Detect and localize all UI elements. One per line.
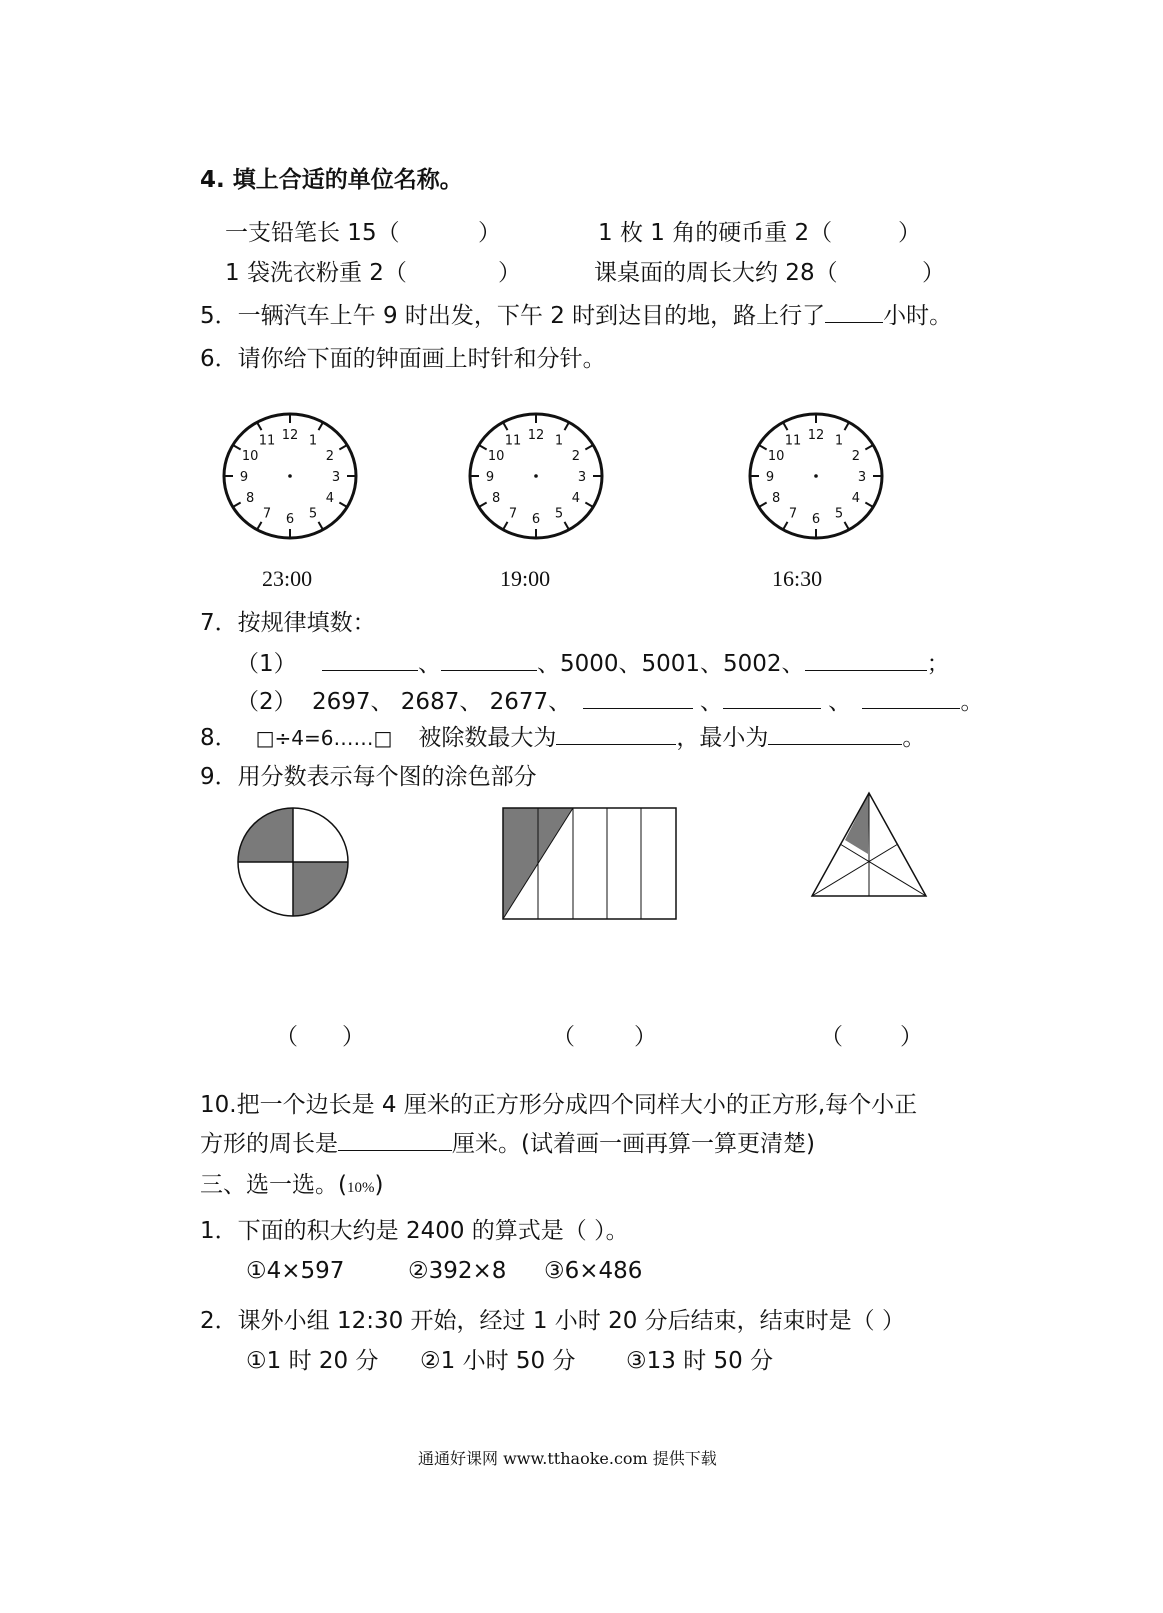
q4-paren-close: ） (898, 220, 921, 246)
clock-number: 4 (325, 491, 334, 506)
q4-item-detergent: 1 袋洗衣粉重 2（ (225, 260, 407, 286)
q9-answer-paren-close-1: ） (342, 1024, 365, 1050)
clock-tick (234, 503, 241, 507)
clock-number: 4 (851, 491, 860, 506)
q4-item-desk: 课桌面的周长大约 28（ (594, 260, 838, 286)
q7-row2-end: 。 (960, 689, 984, 715)
q7-row2-sequence: 2697、 2687、 2677、 (311, 689, 572, 715)
clock-number: 12 (527, 428, 545, 443)
q7-row-2 (236, 686, 983, 717)
q9-title: 9．用分数表示每个图的涂色部分 (200, 764, 537, 790)
q5-text: 5．一辆汽车上午 9 时出发，下午 2 时到达目的地，路上行了 (200, 303, 826, 329)
q8-expression: □÷4=6……□ (255, 726, 393, 750)
clock-number: 5 (308, 506, 318, 522)
clock-tick (865, 503, 872, 507)
clock-number: 2 (571, 449, 580, 464)
clock-tick (585, 503, 592, 507)
clock-number: 1 (308, 433, 318, 449)
triangle-shaded-part (845, 793, 869, 854)
clock-number: 7 (262, 506, 272, 522)
clock-dial (470, 414, 602, 538)
q5-unit: 小时。 (883, 303, 953, 329)
clock-center-dot (814, 474, 818, 478)
clock-number: 11 (504, 433, 522, 449)
q8-max-blank[interactable] (556, 722, 676, 745)
clock-number: 4 (571, 491, 580, 506)
clock-number: 3 (857, 470, 867, 485)
choice-1-option-1[interactable]: ①4×597 (246, 1258, 345, 1284)
section-3-close: ) (374, 1172, 384, 1198)
fraction-figure-circle (234, 805, 354, 921)
q8-min-blank[interactable] (768, 722, 902, 745)
clock-dial (224, 414, 356, 538)
clock-tick (258, 423, 262, 430)
q8-end: 。 (902, 725, 926, 751)
q7-row2-sep-2: 、 (828, 689, 852, 715)
clock-number: 1 (834, 433, 844, 449)
clock-tick (760, 503, 767, 507)
clock-number: 10 (487, 449, 505, 464)
clock-face-2[interactable] (464, 406, 614, 546)
q4-paren-close: ） (498, 260, 521, 286)
clock-time-label-1: 23:00 (262, 566, 313, 591)
clock-tick (784, 522, 788, 529)
clock-number: 10 (767, 449, 785, 464)
clock-tick (845, 423, 849, 430)
choice-2-option-1[interactable]: ①1 时 20 分 (246, 1348, 379, 1374)
clock-face-3[interactable] (744, 406, 894, 546)
clock-number: 11 (784, 433, 802, 449)
clock-number: 9 (239, 470, 249, 485)
clock-number: 6 (285, 512, 295, 527)
section-3-title (200, 1170, 383, 1203)
clock-tick (504, 522, 508, 529)
clock-tick (504, 423, 508, 430)
q10-answer-blank[interactable] (338, 1128, 452, 1151)
choice-1-option-3[interactable]: ③6×486 (544, 1258, 643, 1284)
choice-2-question: 2．课外小组 12:30 开始，经过 1 小时 20 分后结束，结束时是（ ） (200, 1308, 905, 1334)
fraction-figure-triangle (808, 788, 932, 900)
q9-answer-paren-open-3: （ (820, 1024, 843, 1050)
q10-line-2 (200, 1128, 815, 1159)
fraction-figure-rectangle (498, 804, 682, 922)
clock-tick (258, 522, 262, 529)
choice-1-option-2[interactable]: ②392×8 (408, 1258, 507, 1284)
clock-number: 6 (531, 512, 541, 527)
clock-tick (565, 423, 569, 430)
clock-center-dot (534, 474, 538, 478)
section-3-percent: 10% (346, 1180, 375, 1196)
page-footer: 通通好课网 www.tthaoke.com 提供下载 (418, 1449, 717, 1468)
clock-number: 3 (577, 470, 587, 485)
q7-row2-blank-1[interactable] (583, 686, 693, 709)
clock-number: 7 (788, 506, 798, 522)
clock-tick (585, 446, 592, 450)
q7-row1-blank-3[interactable] (805, 648, 927, 671)
q7-row1-end: ； (926, 651, 950, 677)
section-3-heading: 三、选一选。( (200, 1172, 347, 1198)
q7-row1-blank-1[interactable] (322, 648, 418, 671)
clock-tick (845, 522, 849, 529)
q8-text-max: 被除数最大为 (418, 725, 557, 751)
clock-number: 5 (834, 506, 844, 522)
q7-row1-sequence: 、5000、5001、5002、 (536, 651, 805, 677)
clock-time-label-2: 19:00 (500, 566, 551, 591)
circle-shaded-quarter-2 (293, 862, 348, 916)
q7-row2-blank-2[interactable] (723, 686, 821, 709)
q4-item-pencil: 一支铅笔长 15（ (225, 220, 400, 246)
q9-answer-paren-open-1: （ (275, 1024, 298, 1050)
clock-tick (480, 503, 487, 507)
clock-number: 2 (325, 449, 334, 464)
choice-1-question: 1．下面的积大约是 2400 的算式是（ ）。 (200, 1218, 629, 1244)
clock-number: 12 (281, 428, 299, 443)
clock-number: 7 (508, 506, 518, 522)
q4-paren-close: ） (922, 260, 945, 286)
clock-tick (234, 446, 241, 450)
q7-row2-blank-3[interactable] (862, 686, 960, 709)
clock-tick (865, 446, 872, 450)
q8-number: 8． (200, 725, 238, 751)
q4-item-coin: 1 枚 1 角的硬币重 2（ (598, 220, 833, 246)
clock-time-label-3: 16:30 (772, 566, 823, 591)
q7-row1-blank-2[interactable] (441, 648, 537, 671)
q7-row2-sep-1: 、 (699, 689, 723, 715)
choice-2-option-2[interactable]: ②1 小时 50 分 (420, 1348, 576, 1374)
q4-title: 4. 填上合适的单位名称。 (200, 167, 463, 193)
clock-number: 5 (554, 506, 564, 522)
clock-tick (339, 503, 346, 507)
q10-line-1: 10.把一个边长是 4 厘米的正方形分成四个同样大小的正方形,每个小正 (200, 1092, 918, 1118)
clock-number: 8 (772, 491, 781, 506)
q7-row-1 (236, 648, 950, 679)
clock-center-dot (288, 474, 292, 478)
clock-number: 9 (765, 470, 775, 485)
q8-question (200, 722, 925, 753)
q6-title: 6．请你给下面的钟面画上时针和分针。 (200, 346, 606, 372)
q7-row1-sep: 、 (417, 651, 441, 677)
clock-tick (319, 522, 323, 529)
q8-text-min: ，最小为 (676, 725, 769, 751)
q9-answer-paren-close-2: ） (634, 1024, 657, 1050)
clock-number: 12 (807, 428, 825, 443)
clock-tick (319, 423, 323, 430)
clock-tick (480, 446, 487, 450)
clock-face-1[interactable] (218, 406, 368, 546)
clock-tick (339, 446, 346, 450)
clock-number: 11 (258, 433, 276, 449)
clock-dial (750, 414, 882, 538)
clock-number: 8 (246, 491, 255, 506)
clock-number: 9 (485, 470, 495, 485)
q7-title: 7．按规律填数： (200, 610, 376, 636)
clock-number: 1 (554, 433, 564, 449)
q4-paren-close: ） (478, 220, 501, 246)
choice-2-option-3[interactable]: ③13 时 50 分 (626, 1348, 774, 1374)
q9-answer-paren-close-3: ） (900, 1024, 923, 1050)
circle-shaded-quarter-1 (238, 808, 293, 862)
q7-row1-label: （1） (236, 651, 297, 677)
clock-tick (760, 446, 767, 450)
q5-question (200, 300, 952, 331)
q9-answer-paren-open-2: （ (552, 1024, 575, 1050)
q5-answer-blank[interactable] (825, 300, 883, 323)
q10-text-b: 厘米。(试着画一画再算一算更清楚) (452, 1131, 815, 1157)
clock-tick (784, 423, 788, 430)
clock-number: 2 (851, 449, 860, 464)
clock-number: 6 (811, 512, 821, 527)
clock-number: 10 (241, 449, 259, 464)
q10-text-a: 方形的周长是 (200, 1131, 338, 1157)
clock-number: 3 (331, 470, 341, 485)
q7-row2-label: （2） (236, 689, 297, 715)
clock-tick (565, 522, 569, 529)
clock-number: 8 (492, 491, 501, 506)
